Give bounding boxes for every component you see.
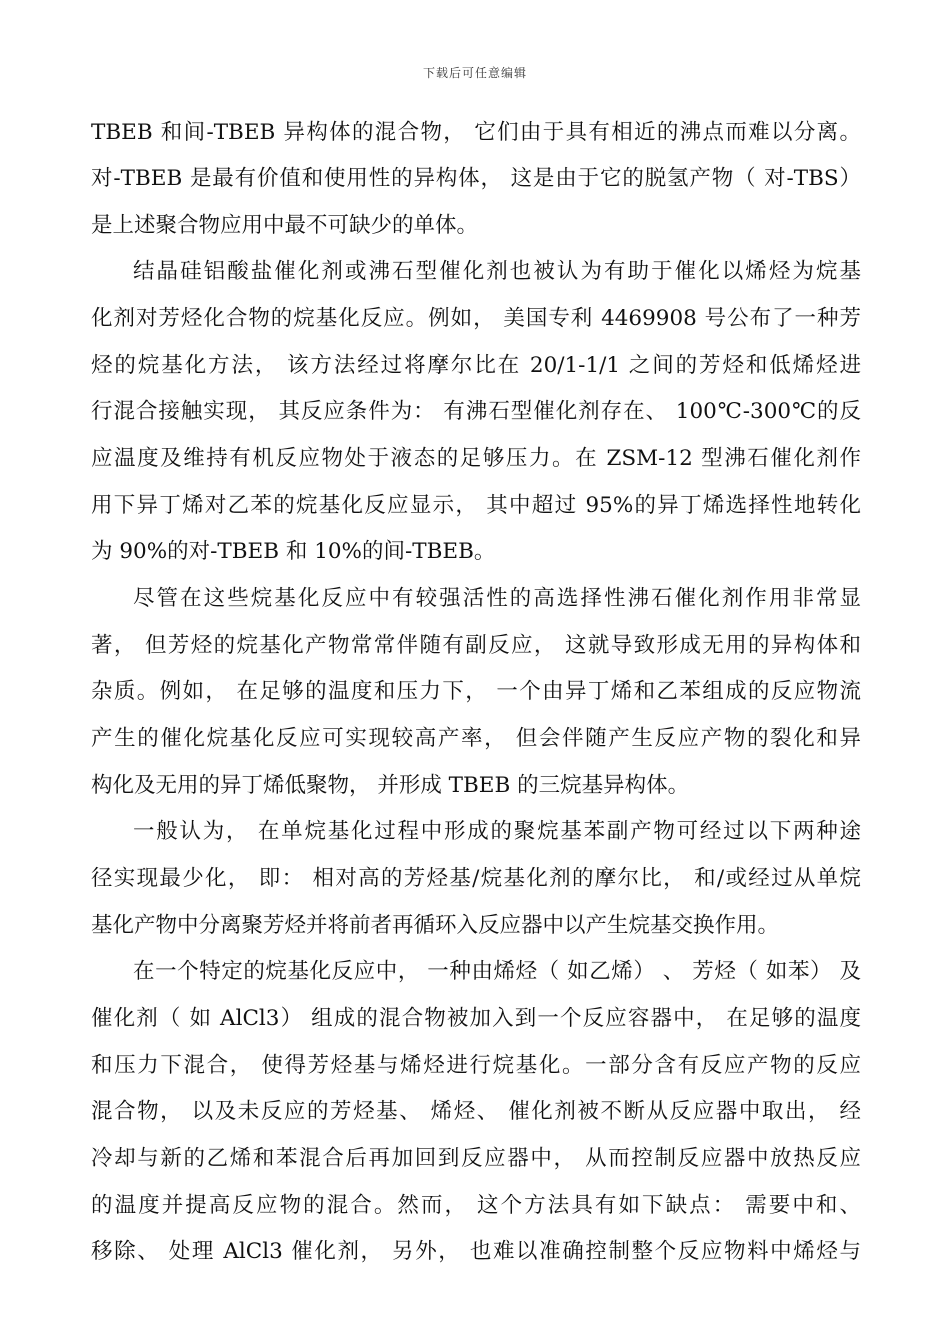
text-line: 催化剂（ 如 AlCl3） 组成的混合物被加入到一个反应容器中， 在足够的温度 — [91, 1006, 861, 1031]
text-line: 径实现最少化， 即： 相对高的芳烃基/烷基化剂的摩尔比， 和/或经过从单烷 — [91, 866, 861, 891]
text-line: 冷却与新的乙烯和苯混合后再加回到反应器中， 从而控制反应器中放热反应 — [91, 1146, 861, 1171]
paragraph-first-line: 尽管在这些烷基化反应中有较强活性的高选择性沸石催化剂作用非常显 — [133, 586, 861, 611]
text-line: TBEB 和间-TBEB 异构体的混合物， 它们由于具有相近的沸点而难以分离。 — [91, 120, 861, 145]
paragraph-first-line: 结晶硅铝酸盐催化剂或沸石型催化剂也被认为有助于催化以烯烃为烷基 — [133, 259, 861, 284]
page-header: 下载后可任意编辑 — [422, 66, 527, 80]
text-line: 化剂对芳烃化合物的烷基化反应。例如， 美国专利 4469908 号公布了一种芳 — [91, 306, 861, 331]
text-line: 应温度及维持有机反应物处于液态的足够压力。在 ZSM-12 型沸石催化剂作 — [91, 446, 861, 471]
text-line: 构化及无用的异丁烯低聚物， 并形成 TBEB 的三烷基异构体。 — [91, 773, 690, 798]
text-line: 基化产物中分离聚芳烃并将前者再循环入反应器中以产生烷基交换作用。 — [91, 913, 780, 938]
text-line: 对-TBEB 是最有价值和使用性的异构体， 这是由于它的脱氢产物（ 对-TBS） — [91, 166, 861, 191]
text-line: 用下异丁烯对乙苯的烷基化反应显示， 其中超过 95%的异丁烯选择性地转化 — [91, 493, 861, 518]
text-line: 和压力下混合， 使得芳烃基与烯烃进行烷基化。一部分含有反应产物的反应 — [91, 1053, 861, 1078]
text-line: 著， 但芳烃的烷基化产物常常伴随有副反应， 这就导致形成无用的异构体和 — [91, 633, 861, 658]
text-line: 行混合接触实现， 其反应条件为： 有沸石型催化剂存在、 100℃-300℃的反 — [91, 399, 861, 424]
text-line: 是上述聚合物应用中最不可缺少的单体。 — [91, 213, 479, 238]
paragraph-first-line: 在一个特定的烷基化反应中， 一种由烯烃（ 如乙烯） 、 芳烃（ 如苯） 及 — [133, 959, 861, 984]
text-line: 为 90%的对-TBEB 和 10%的间-TBEB。 — [91, 539, 496, 564]
text-line: 移除、 处理 AlCl3 催化剂， 另外， 也难以准确控制整个反应物料中烯烃与 — [91, 1239, 861, 1264]
text-line: 杂质。例如， 在足够的温度和压力下， 一个由异丁烯和乙苯组成的反应物流 — [91, 679, 861, 704]
text-line: 的温度并提高反应物的混合。然而， 这个方法具有如下缺点： 需要中和、 — [91, 1193, 861, 1218]
text-line: 产生的催化烷基化反应可实现较高产率， 但会伴随产生反应产物的裂化和异 — [91, 726, 861, 751]
text-line: 混合物， 以及未反应的芳烃基、 烯烃、 催化剂被不断从反应器中取出， 经 — [91, 1099, 861, 1124]
text-line: 烃的烷基化方法， 该方法经过将摩尔比在 20/1-1/1 之间的芳烃和低烯烃进 — [91, 353, 861, 378]
paragraph-first-line: 一般认为， 在单烷基化过程中形成的聚烷基苯副产物可经过以下两种途 — [133, 819, 861, 844]
